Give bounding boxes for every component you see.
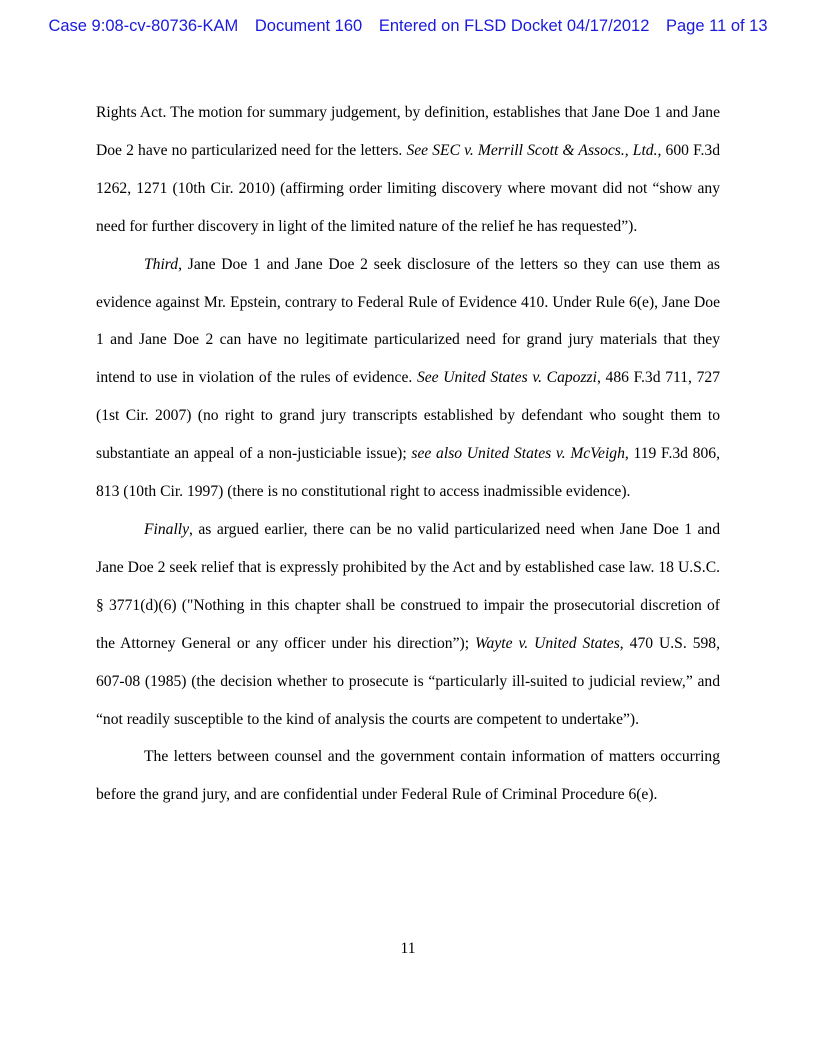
page-count: Page 11 of 13 bbox=[666, 17, 768, 35]
page-number: 11 bbox=[400, 940, 416, 957]
case-number: Case 9:08-cv-80736-KAM bbox=[48, 17, 239, 35]
italic-text-run: Third, bbox=[144, 255, 182, 273]
text-run: , 470 U.S. 598, 607-08 (1985) (the decision whether to prosecute is “particularly ill-suited to judicial review,” and “not readily susceptible to the kind of analysis the courts are competent to undertake”). bbox=[96, 634, 720, 728]
text-run: , 486 F.3d 711, 727 (1st Cir. 2007) (no right to grand jury transcripts established by defendant who sought them to substantiate an appeal of a non-justiciable issue); bbox=[96, 369, 720, 463]
text-run: 600 F.3d 1262, 1271 (10th Cir. 2010) (affirming order limiting discovery where movant did not “show any need for further discovery in light of the limited nature of the relief he has requested”). bbox=[96, 141, 720, 235]
paragraph bbox=[96, 246, 720, 511]
document-number: Document 160 bbox=[254, 17, 363, 35]
italic-text-run: See United States v. Capozzi bbox=[416, 369, 597, 387]
text-run: The letters between counsel and the government contain information of matters occurring before the grand jury, and are confidential under Federal Rule of Criminal Procedure 6(e). bbox=[96, 748, 720, 804]
document-body bbox=[96, 94, 720, 814]
italic-text-run: Wayte v. United States bbox=[475, 634, 620, 652]
text-run: Rights Act. The motion for summary judgement, by definition, establishes that Jane Doe 1 and Jane Doe 2 have no particularized need for the letters. bbox=[96, 104, 720, 159]
docket-header bbox=[0, 17, 816, 36]
paragraph bbox=[96, 511, 720, 738]
text-run: , as argued earlier, there can be no valid particularized need when Jane Doe 1 and Jane Doe 2 seek relief that is expressly prohibited by the Act and by established case law. 18 U.S.C. § 3771(d)(6) ("Nothing in this chapter shall be construed to impair the prosecutorial discretion of the Attorney General or any officer under his direction”); bbox=[96, 520, 720, 652]
docket-entry-date: Entered on FLSD Docket 04/17/2012 bbox=[378, 17, 650, 35]
italic-text-run: See SEC v. Merrill Scott & Assocs., Ltd., bbox=[406, 141, 662, 159]
text-run: , 119 F.3d 806, 813 (10th Cir. 1997) (there is no constitutional right to access inadmissible evidence). bbox=[96, 445, 720, 501]
text-run: Jane Doe 1 and Jane Doe 2 seek disclosure of the letters so they can use them as evidence against Mr. Epstein, contrary to Federal Rule of Evidence 410. Under Rule 6(e), Jane Doe 1 and Jane Doe 2 can have no legitimate particularized need for grand jury materials that they intend to use in violation of the rules of evidence. bbox=[96, 255, 720, 387]
italic-text-run: Finally bbox=[144, 520, 190, 538]
paragraph bbox=[96, 94, 720, 246]
paragraph bbox=[96, 738, 720, 814]
italic-text-run: see also United States v. McVeigh bbox=[411, 445, 625, 463]
